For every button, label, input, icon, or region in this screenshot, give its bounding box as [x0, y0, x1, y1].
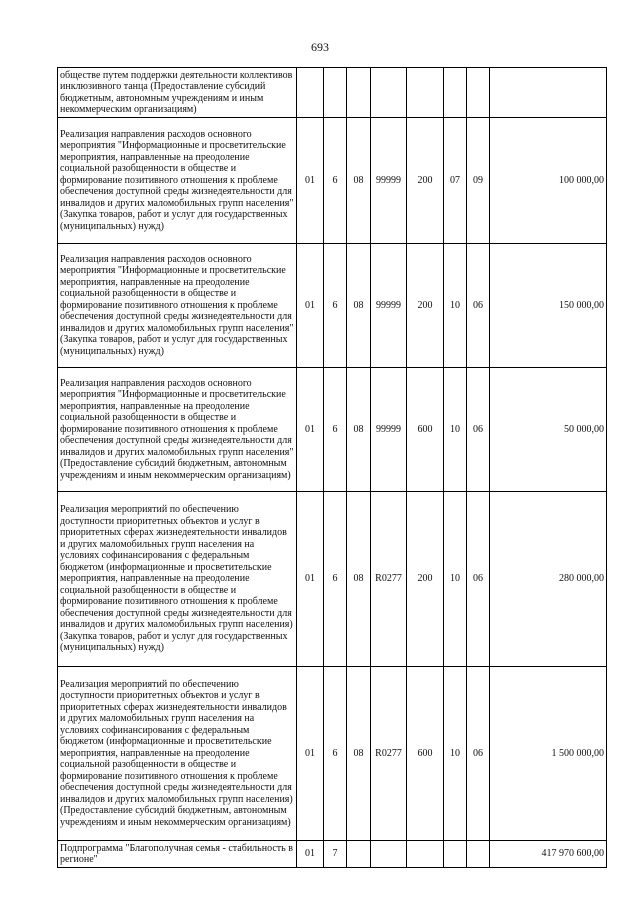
code-expense-type: 200 [407, 244, 444, 368]
code-expense-type [407, 68, 444, 118]
code-section: 10 [444, 368, 467, 492]
code-expense-type [407, 841, 444, 868]
table-row [58, 841, 607, 868]
table-row [58, 492, 607, 667]
code-subprogram: 6 [324, 667, 347, 841]
code-event: 08 [347, 492, 371, 667]
code-subprogram: 6 [324, 492, 347, 667]
code-direction: 99999 [371, 368, 407, 492]
table-row [58, 667, 607, 841]
row-amount: 150 000,00 [490, 244, 607, 368]
code-section: 07 [444, 118, 467, 244]
row-amount: 50 000,00 [490, 368, 607, 492]
code-subsection: 06 [467, 492, 490, 667]
table-row [58, 68, 607, 118]
code-section: 10 [444, 667, 467, 841]
code-subsection: 06 [467, 368, 490, 492]
code-event: 08 [347, 118, 371, 244]
code-program: 01 [297, 118, 324, 244]
code-direction [371, 841, 407, 868]
code-subsection [467, 68, 490, 118]
row-amount: 1 500 000,00 [490, 667, 607, 841]
code-event [347, 68, 371, 118]
code-direction [371, 68, 407, 118]
code-section: 10 [444, 492, 467, 667]
code-event: 08 [347, 244, 371, 368]
budget-table [57, 67, 607, 868]
row-amount: 100 000,00 [490, 118, 607, 244]
code-subprogram [324, 68, 347, 118]
row-description: Реализация мероприятий по обеспечению доступности приоритетных объектов и услуг в приоритетных сферах жизнедеятельности инвалидов и других маломобильных групп населения на условиях софинансирования с федеральным бюджетом (информационные и просветительские мероприятия, направленные на преодоление социальной разобщенности в обществе и формирование позитивного отношения к проблеме обеспечения доступной среды жизнедеятельности для инвалидов и других маломобильных групп населения) (Закупка товаров, работ и услуг для государственных (муниципальных) нужд) [58, 492, 297, 667]
code-subsection: 09 [467, 118, 490, 244]
row-description: Реализация направления расходов основного мероприятия "Информационные и просветительские мероприятия, направленные на преодоление социальной разобщенности в обществе и формирование позитивного отношения к проблеме обеспечения доступной среды жизнедеятельности для инвалидов и других маломобильных групп населения" (Закупка товаров, работ и услуг для государственных (муниципальных) нужд) [58, 118, 297, 244]
code-program: 01 [297, 492, 324, 667]
code-subprogram: 6 [324, 368, 347, 492]
code-subsection [467, 841, 490, 868]
code-program: 01 [297, 841, 324, 868]
row-amount: 280 000,00 [490, 492, 607, 667]
page-number: 693 [311, 40, 329, 54]
code-program: 01 [297, 368, 324, 492]
code-program: 01 [297, 244, 324, 368]
code-direction: 99999 [371, 244, 407, 368]
code-program: 01 [297, 667, 324, 841]
code-direction: R0277 [371, 492, 407, 667]
code-section: 10 [444, 244, 467, 368]
row-description: Реализация направления расходов основного мероприятия "Информационные и просветительские мероприятия, направленные на преодоление социальной разобщенности в обществе и формирование позитивного отношения к проблеме обеспечения доступной среды жизнедеятельности для инвалидов и других маломобильных групп населения" (Предоставление субсидий бюджетным, автономным учреждениям и иным некоммерческим организациям) [58, 368, 297, 492]
code-section [444, 841, 467, 868]
row-amount [490, 68, 607, 118]
row-description: Реализация направления расходов основного мероприятия "Информационные и просветительские мероприятия, направленные на преодоление социальной разобщенности в обществе и формирование позитивного отношения к проблеме обеспечения доступной среды жизнедеятельности для инвалидов и других маломобильных групп населения" (Закупка товаров, работ и услуг для государственных (муниципальных) нужд) [58, 244, 297, 368]
code-section [444, 68, 467, 118]
code-event [347, 841, 371, 868]
code-direction: R0277 [371, 667, 407, 841]
table-row [58, 244, 607, 368]
code-subsection: 06 [467, 244, 490, 368]
row-description: Реализация мероприятий по обеспечению доступности приоритетных объектов и услуг в приоритетных сферах жизнедеятельности инвалидов и других маломобильных групп населения на условиях софинансирования с федеральным бюджетом (информационные и просветительские мероприятия, направленные на преодоление социальной разобщенности в обществе и формирование позитивного отношения к проблеме обеспечения доступной среды жизнедеятельности для инвалидов и других маломобильных групп населения) (Предоставление субсидий бюджетным, автономным учреждениям и иным некоммерческим организациям) [58, 667, 297, 841]
code-expense-type: 200 [407, 492, 444, 667]
code-program [297, 68, 324, 118]
code-subprogram: 6 [324, 244, 347, 368]
row-amount: 417 970 600,00 [490, 841, 607, 868]
code-expense-type: 200 [407, 118, 444, 244]
code-event: 08 [347, 368, 371, 492]
code-subprogram: 7 [324, 841, 347, 868]
code-direction: 99999 [371, 118, 407, 244]
table-row [58, 118, 607, 244]
code-event: 08 [347, 667, 371, 841]
table-row [58, 368, 607, 492]
row-description: Подпрограмма "Благополучная семья - стабильность в регионе" [58, 841, 297, 868]
code-subsection: 06 [467, 667, 490, 841]
code-expense-type: 600 [407, 368, 444, 492]
code-subprogram: 6 [324, 118, 347, 244]
row-description: обществе путем поддержки деятельности коллективов инклюзивного танца (Предоставление субсидий бюджетным, автономным учреждениям и иным некоммерческим организациям) [58, 68, 297, 118]
code-expense-type: 600 [407, 667, 444, 841]
